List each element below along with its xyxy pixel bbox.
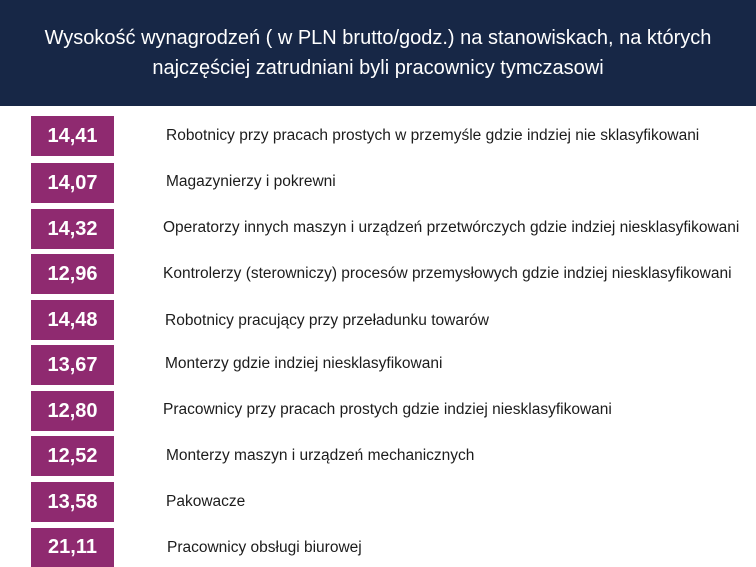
wage-value: 12,80 (31, 391, 114, 431)
occupation-label: Monterzy gdzie indziej niesklasyfikowani (165, 355, 443, 372)
wage-value: 14,48 (31, 300, 114, 340)
wage-value: 12,96 (31, 254, 114, 294)
wage-value: 12,52 (31, 436, 114, 476)
wage-value: 21,11 (31, 528, 114, 567)
occupation-label: Robotnicy pracujący przy przeładunku towarów (165, 312, 489, 329)
chart-title: Wysokość wynagrodzeń ( w PLN brutto/godz.) na stanowiskach, na których najczęściej zatrudniani byli pracownicy tymczasowi (44, 27, 712, 79)
occupation-label: Magazynierzy i pokrewni (166, 173, 336, 190)
occupation-label: Pakowacze (166, 493, 246, 510)
occupation-label: Pracownicy obsługi biurowej (167, 539, 362, 556)
wage-value: 14,32 (31, 209, 114, 249)
wage-value: 14,41 (31, 116, 114, 156)
occupation-label: Robotnicy przy pracach prostych w przemyśle gdzie indziej nie sklasyfikowani (166, 127, 700, 144)
wage-value: 13,67 (31, 345, 114, 385)
occupation-label: Operatorzy innych maszyn i urządzeń przetwórczych gdzie indziej niesklasyfikowani (163, 219, 740, 236)
occupation-label: Kontrolerzy (sterowniczy) procesów przemysłowych gdzie indziej niesklasyfikowani (163, 265, 732, 282)
occupation-label: Pracownicy przy pracach prostych gdzie indziej niesklasyfikowani (163, 401, 612, 418)
wage-value: 14,07 (31, 163, 114, 203)
occupation-label: Monterzy maszyn i urządzeń mechanicznych (166, 447, 475, 464)
wage-value: 13,58 (31, 482, 114, 522)
